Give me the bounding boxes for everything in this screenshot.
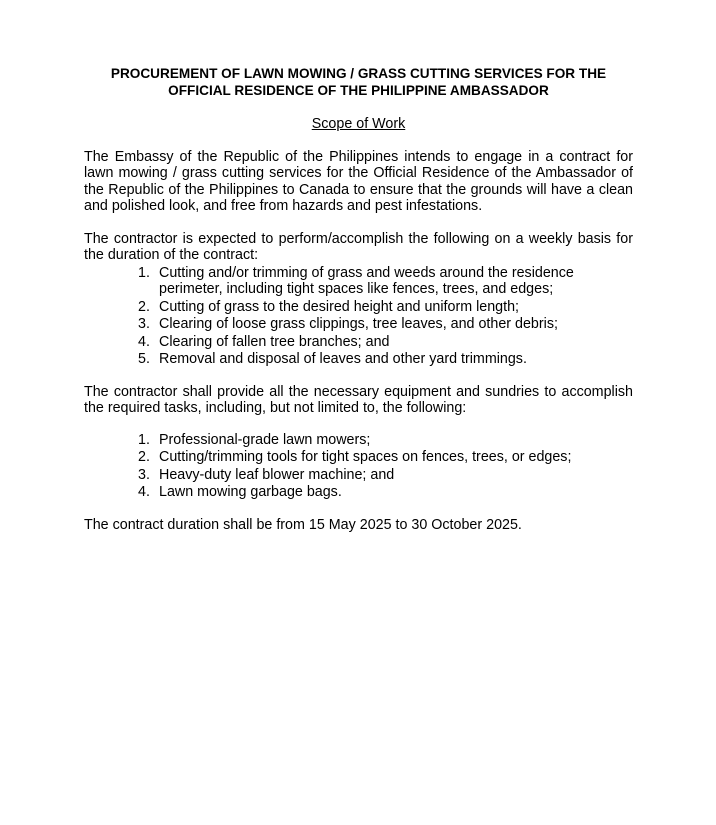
weekly-intro-paragraph: The contractor is expected to perform/accomplish the following on a weekly basis for the duration of the contract: <box>84 230 633 263</box>
list-number: 4. <box>138 484 150 500</box>
list-item-text: Lawn mowing garbage bags. <box>159 484 342 500</box>
document-title <box>84 66 633 99</box>
list-item <box>84 334 589 351</box>
list-number: 3. <box>138 466 150 483</box>
intro-paragraph: The Embassy of the Republic of the Philippines intends to engage in a contract for lawn mowing / grass cutting services for the Official Residence of the Ambassador of the Republic of the Philippines to Canada to ensure that the grounds will have a clean and polished look, and free from hazards and pest infestations. <box>84 148 633 214</box>
list-item <box>84 316 589 333</box>
list-item-text: Cutting of grass to the desired height and uniform length; <box>159 298 520 315</box>
list-item-text: Heavy-duty leaf blower machine; and <box>159 466 395 483</box>
list-number: 2. <box>138 449 150 465</box>
list-item-text: Professional-grade lawn mowers; <box>159 431 371 448</box>
title-line-2: OFFICIAL RESIDENCE OF THE PHILIPPINE AMBASSADOR <box>168 82 549 98</box>
list-item <box>84 484 589 501</box>
list-item <box>84 449 589 466</box>
section-subtitle: Scope of Work <box>311 116 406 132</box>
duration-paragraph: The contract duration shall be from 15 May 2025 to 30 October 2025. <box>84 516 522 533</box>
list-item-text: Removal and disposal of leaves and other yard trimmings. <box>159 351 527 367</box>
weekly-tasks-list <box>84 265 633 368</box>
list-number: 5. <box>138 351 150 367</box>
list-number: 1. <box>138 264 150 281</box>
document-page <box>84 66 633 533</box>
list-item-text: Cutting and/or trimming of grass and weeds around the residence perimeter, including tight spaces like fences, trees, and edges; <box>159 264 574 297</box>
list-item <box>84 265 589 298</box>
list-item <box>84 432 589 449</box>
title-line-1: PROCUREMENT OF LAWN MOWING / GRASS CUTTING SERVICES FOR THE <box>110 66 607 81</box>
list-number: 4. <box>138 333 150 350</box>
list-item-text: Cutting/trimming tools for tight spaces on fences, trees, or edges; <box>159 449 572 465</box>
list-number: 2. <box>138 298 150 315</box>
list-item-text: Clearing of loose grass clippings, tree leaves, and other debris; <box>159 316 558 332</box>
list-item-text: Clearing of fallen tree branches; and <box>159 333 390 350</box>
list-item <box>84 467 589 484</box>
equipment-list <box>84 432 633 501</box>
list-number: 3. <box>138 316 150 332</box>
list-number: 1. <box>138 431 150 448</box>
equipment-intro-paragraph: The contractor shall provide all the necessary equipment and sundries to accomplish the required tasks, including, but not limited to, the following: <box>84 383 633 416</box>
list-item <box>84 299 589 316</box>
list-item <box>84 351 589 368</box>
